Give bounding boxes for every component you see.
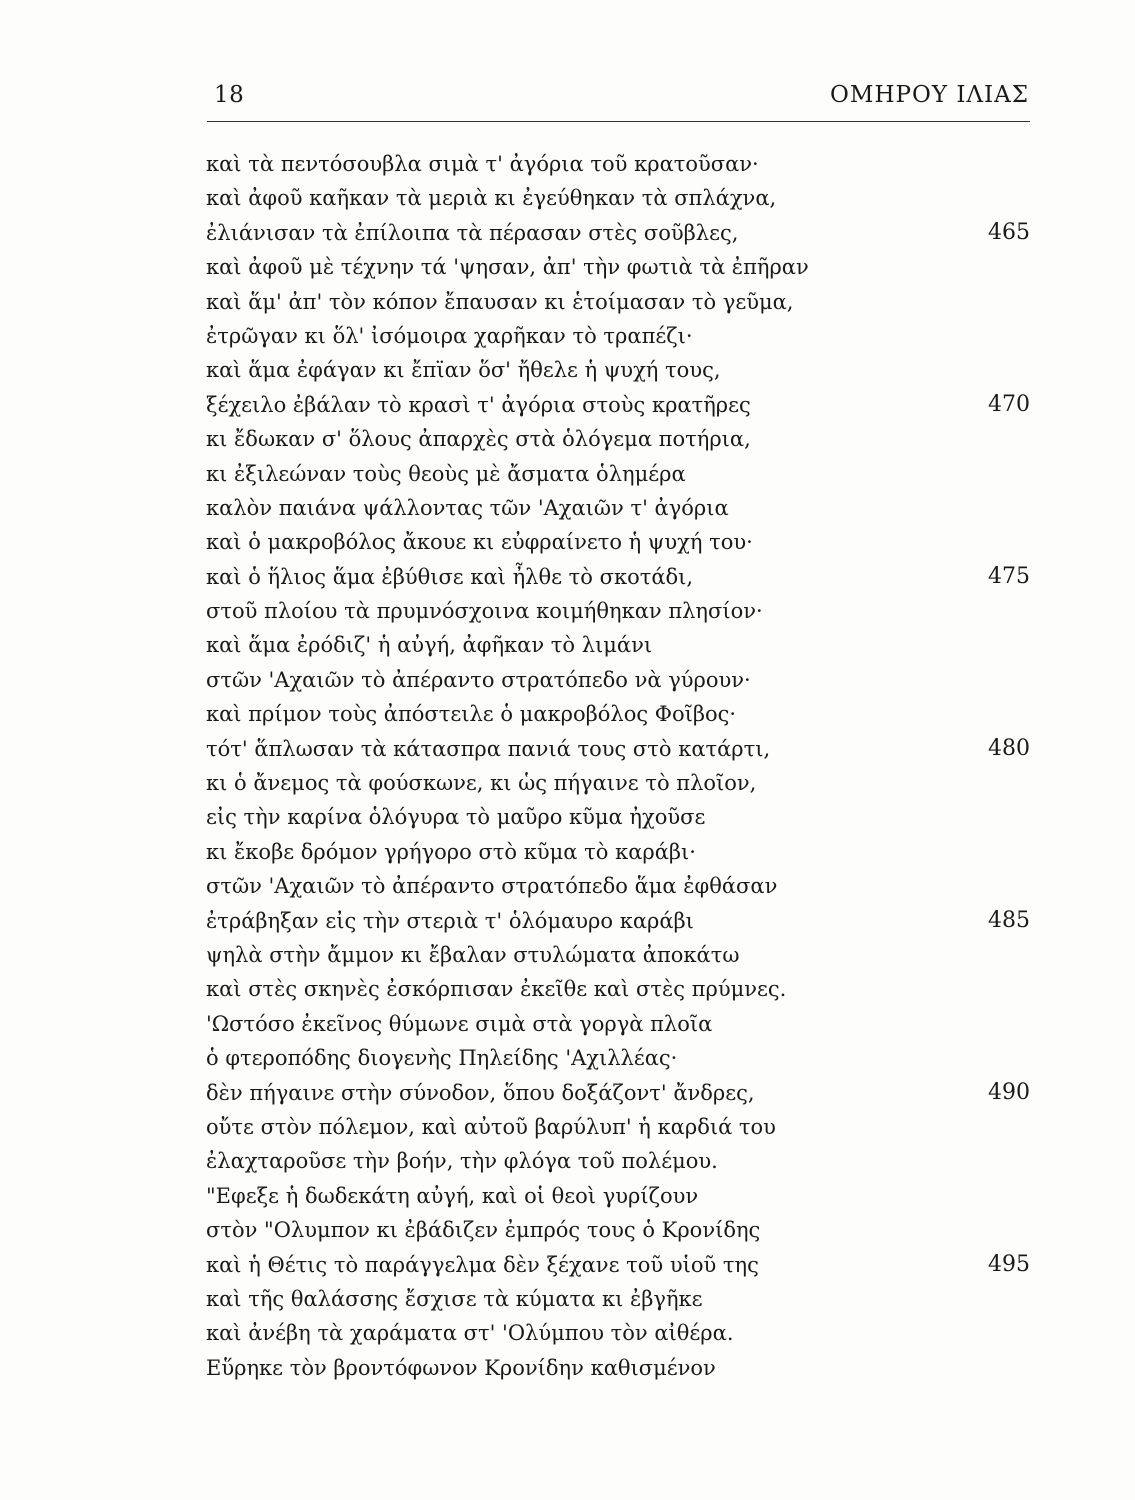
verse-text: καὶ τῆς θαλάσσης ἔσχισε τὰ κύματα κι ἐβγῆκε <box>206 1286 703 1311</box>
verse-text: καὶ ἀφοῦ καῆκαν τὰ μεριὰ κι ἐγεύθηκαν τὰ σπλάχνα, <box>206 186 777 211</box>
verse-line <box>206 732 1030 766</box>
verse-text: καὶ ὁ ἥλιος ἅμα ἐβύθισε καὶ ἦλθε τὸ σκοτάδι, <box>206 564 694 589</box>
verse-text: 'Ωστόσο ἐκεῖνος θύμωνε σιμὰ στὰ γοργὰ πλοῖα <box>206 1011 713 1036</box>
verse-text: καὶ στὲς σκηνὲς ἐσκόρπισαν ἐκεῖθε καὶ στὲς πρύμνες. <box>206 977 787 1002</box>
verse-line <box>206 1248 1030 1282</box>
verse-line <box>206 422 1030 456</box>
verse-text: καὶ ἅμα ἐφάγαν κι ἔπϊαν ὅσ' ἤθελε ἡ ψυχή τους, <box>206 358 721 383</box>
verse-line <box>206 1007 1030 1041</box>
verse-text: καὶ ἀνέβη τὰ χαράματα στ' 'Ολύμπου τὸν αἰθέρα. <box>206 1321 734 1346</box>
verse-text: τότ' ἅπλωσαν τὰ κάτασπρα πανιά τους στὸ κατάρτι, <box>206 736 771 761</box>
verse-line <box>206 1351 1030 1385</box>
verse-number: 465 <box>988 219 1030 245</box>
verse-line <box>206 766 1030 800</box>
verse-text: Εὕρηκε τὸν βροντόφωνον Κρονίδην καθισμένον <box>206 1355 716 1380</box>
verse-number: 470 <box>988 391 1030 417</box>
verse-text: καὶ ἀφοῦ μὲ τέχνην τά 'ψησαν, ἀπ' τὴν φωτιὰ τὰ ἐπῆραν <box>206 255 809 280</box>
verse-text: κι ἔκοβε δρόμον γρήγορο στὸ κῦμα τὸ καράβι· <box>206 839 696 864</box>
verse-text: ἐτρῶγαν κι ὅλ' ἰσόμοιρα χαρῆκαν τὸ τραπέζι· <box>206 323 693 348</box>
verse-line <box>206 319 1030 353</box>
verse-text: δὲν πήγαινε στὴν σύνοδον, ὅπου δοξάζοντ' ἄνδρες, <box>206 1080 755 1105</box>
verse-text: κι ἔδωκαν σ' ὅλους ἀπαρχὲς στὰ ὁλόγεμα ποτήρια, <box>206 427 751 452</box>
verse-line <box>206 560 1030 594</box>
verse-text: καλὸν παιάνα ψάλλοντας τῶν 'Αχαιῶν τ' ἀγόρια <box>206 495 729 520</box>
verse-number: 495 <box>988 1251 1030 1277</box>
verse-line <box>206 835 1030 869</box>
running-title: ΟΜΗΡΟΥ ΙΛΙΑΣ <box>830 82 1029 108</box>
verse-line <box>206 457 1030 491</box>
verse-text: στῶν 'Αχαιῶν τὸ ἀπέραντο στρατόπεδο ἅμα ἐφθάσαν <box>206 874 778 899</box>
verse-number: 480 <box>988 735 1030 761</box>
verse-text: στὸν "Ολυμπον κι ἐβάδιζεν ἐμπρός τους ὁ Κρονίδης <box>206 1218 761 1243</box>
verse-text: ἐλαχταροῦσε τὴν βοήν, τὴν φλόγα τοῦ πολέμου. <box>206 1149 718 1174</box>
verse-text: ἐτράβηξαν εἰς τὴν στεριὰ τ' ὁλόμαυρο καράβι <box>206 908 694 933</box>
verse-line <box>206 1316 1030 1350</box>
page-number: 18 <box>214 82 245 108</box>
verse-line <box>206 1213 1030 1247</box>
verse-line <box>206 1144 1030 1178</box>
verse-text: κι ἐξιλεώναν τοὺς θεοὺς μὲ ἄσματα ὁλημέρα <box>206 461 686 486</box>
verse-line <box>206 1110 1030 1144</box>
verse-text: ξέχειλο ἐβάλαν τὸ κρασὶ τ' ἀγόρια στοὺς κρατῆρες <box>206 392 751 417</box>
verse-text: καὶ ἅμα ἐρόδιζ' ἡ αὐγή, ἀφῆκαν τὸ λιμάνι <box>206 633 653 658</box>
verse-line <box>206 491 1030 525</box>
verse-text: ἐλιάνισαν τὰ ἐπίλοιπα τὰ πέρασαν στὲς σοῦβλες, <box>206 220 739 245</box>
verse-line <box>206 1076 1030 1110</box>
verse-line <box>206 250 1030 284</box>
verse-line <box>206 181 1030 215</box>
verse-number: 485 <box>988 907 1030 933</box>
verse-line <box>206 663 1030 697</box>
header-rule <box>207 121 1030 122</box>
verse-text: "Εφεξε ἡ δωδεκάτη αὐγή, καὶ οἱ θεοὶ γυρίζουν <box>206 1183 699 1208</box>
verse-line <box>206 594 1030 628</box>
verse-text: στοῦ πλοίου τὰ πρυμνόσχοινα κοιμήθηκαν πλησίον· <box>206 599 763 624</box>
verse-text: ὁ φτεροπόδης διογενὴς Πηλείδης 'Αχιλλέας· <box>206 1046 678 1071</box>
verse-number: 475 <box>988 563 1030 589</box>
verse-line <box>206 1282 1030 1316</box>
verse-text: ψηλὰ στὴν ἄμμον κι ἔβαλαν στυλώματα ἀποκάτω <box>206 942 740 967</box>
verse-line <box>206 697 1030 731</box>
verse-number: 490 <box>988 1079 1030 1105</box>
verse-text: καὶ τὰ πεντόσουβλα σιμὰ τ' ἀγόρια τοῦ κρατοῦσαν· <box>206 152 759 176</box>
verse-text: οὔτε στὸν πόλεμον, καὶ αὐτοῦ βαρύλυπ' ἡ καρδιά του <box>206 1114 776 1139</box>
verse-text: καὶ ἅμ' ἀπ' τὸν κόπον ἔπαυσαν κι ἑτοίμασαν τὸ γεῦμα, <box>206 289 794 314</box>
verse-line <box>206 972 1030 1006</box>
verse-line <box>206 1041 1030 1075</box>
verse-line <box>206 869 1030 903</box>
verse-line <box>206 800 1030 834</box>
verse-line <box>206 147 1030 181</box>
verse-line <box>206 628 1030 662</box>
verse-text: κι ὁ ἄνεμος τὰ φούσκωνε, κι ὡς πήγαινε τὸ πλοῖον, <box>206 771 757 796</box>
verse-line <box>206 353 1030 387</box>
verse-line <box>206 388 1030 422</box>
verse-list <box>206 147 1030 1385</box>
verse-text: καὶ ἡ Θέτις τὸ παράγγελμα δὲν ξέχανε τοῦ υἱοῦ της <box>206 1252 759 1277</box>
verse-line <box>206 216 1030 250</box>
verse-text: καὶ ὁ μακροβόλος ἄκουε κι εὐφραίνετο ἡ ψυχή του· <box>206 530 753 555</box>
verse-line <box>206 1179 1030 1213</box>
verse-line <box>206 285 1030 319</box>
verse-line <box>206 904 1030 938</box>
verse-line <box>206 525 1030 559</box>
verse-line <box>206 938 1030 972</box>
verse-text: εἰς τὴν καρίνα ὁλόγυρα τὸ μαῦρο κῦμα ἠχοῦσε <box>206 805 706 830</box>
verse-text: καὶ πρίμον τοὺς ἀπόστειλε ὁ μακροβόλος Φοῖβος· <box>206 702 737 727</box>
verse-text: στῶν 'Αχαιῶν τὸ ἀπέραντο στρατόπεδο νὰ γύρουν· <box>206 667 751 692</box>
